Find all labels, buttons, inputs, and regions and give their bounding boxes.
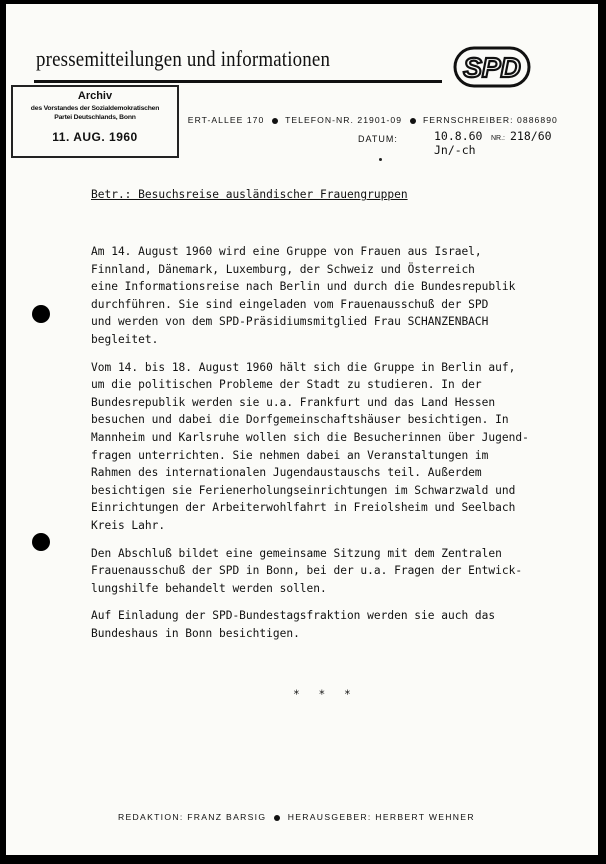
letterhead-title: pressemitteilungen und informationen: [36, 46, 331, 71]
paragraph: Vom 14. bis 18. August 1960 hält sich die Gruppe in Berlin auf, um die politischen Probleme der Stadt zu studieren. In der Bundesrepublik werden sie u.a. Frankfurt und das Land Hessen besuchen und dabei die Dorfgemeinschaftshäuser besichtigen. In Mannheim und Karlsruhe wollen sich die Besucherinnen über Jugend- fragen unterrichten. Sie nehmen dabei an Veranstaltungen im Rahmen des internationalen Jugendaustauschs teil. Außerdem besichtigen sie Ferienerholungseinrichtungen im Schwarzwald und Einrichtungen der Arbeiterwohlfahrt in Freiolsheim und Seelbach Kreis Lahr.: [91, 360, 529, 532]
stamp-title: Archiv: [77, 90, 113, 102]
document-page: [6, 4, 598, 855]
archive-stamp: [11, 85, 179, 158]
paragraph: Den Abschluß bildet eine gemeinsame Sitzung mit dem Zentralen Frauenausschuß der SPD in Bonn, bei der u.a. Fragen der Entwick- lungshilfe behandelt werden sollen.: [91, 546, 523, 595]
telefon-number: TELEFON-NR. 21901-09: [285, 115, 403, 125]
letterhead-rule: [34, 80, 442, 83]
stamp-org-line1: des Vorstandes der Sozialdemokratischen: [30, 105, 160, 112]
footer-line: [118, 812, 475, 822]
footer-herausgeber: HERAUSGEBER: HERBERT WEHNER: [287, 812, 475, 822]
spd-logo: [452, 44, 532, 90]
footer-redaktion: REDAKTION: FRANZ BARSIG: [118, 812, 267, 822]
subject-line: Betr.: Besuchsreise ausländischer Frauengruppen: [91, 188, 408, 201]
nr-value: 218/60: [510, 129, 552, 143]
bullet-icon: [274, 815, 280, 821]
address-street: ERT-ALLEE 170: [187, 115, 265, 125]
stamp-org-line2: Partei Deutschlands, Bonn: [54, 114, 136, 121]
nr-label: NR.:: [491, 135, 505, 142]
paragraph: Am 14. August 1960 wird eine Gruppe von Frauen aus Israel, Finnland, Dänemark, Luxemburg, der Schweiz und Österreich eine Informationsreise nach Berlin und durch die Bundesrepublik durchführen. Sie sind eingeladen vom Frauenausschuß der SPD und werden von dem SPD-Präsidiumsmitglied Frau SCHANZENBACH begleitet.: [91, 245, 516, 346]
stamp-date: 11. AUG. 1960: [52, 130, 138, 144]
body-text: [91, 243, 591, 652]
datum-value: 10.8.60: [434, 129, 483, 143]
datum-label: DATUM:: [358, 134, 398, 144]
separator-stars: * * *: [293, 688, 357, 701]
fernschreiber-number: FERNSCHREIBER: 0886890: [423, 115, 558, 125]
bullet-icon: [272, 118, 278, 124]
punch-hole: [32, 305, 50, 323]
bullet-icon: [410, 118, 416, 124]
author-initials: Jn/-ch: [434, 143, 476, 157]
paragraph: Auf Einladung der SPD-Bundestagsfraktion werden sie auch das Bundeshaus in Bonn besichtigen.: [91, 609, 496, 640]
punch-hole: [32, 533, 50, 551]
ink-dot: [379, 158, 382, 161]
spd-logo-text: SPD: [463, 52, 521, 83]
